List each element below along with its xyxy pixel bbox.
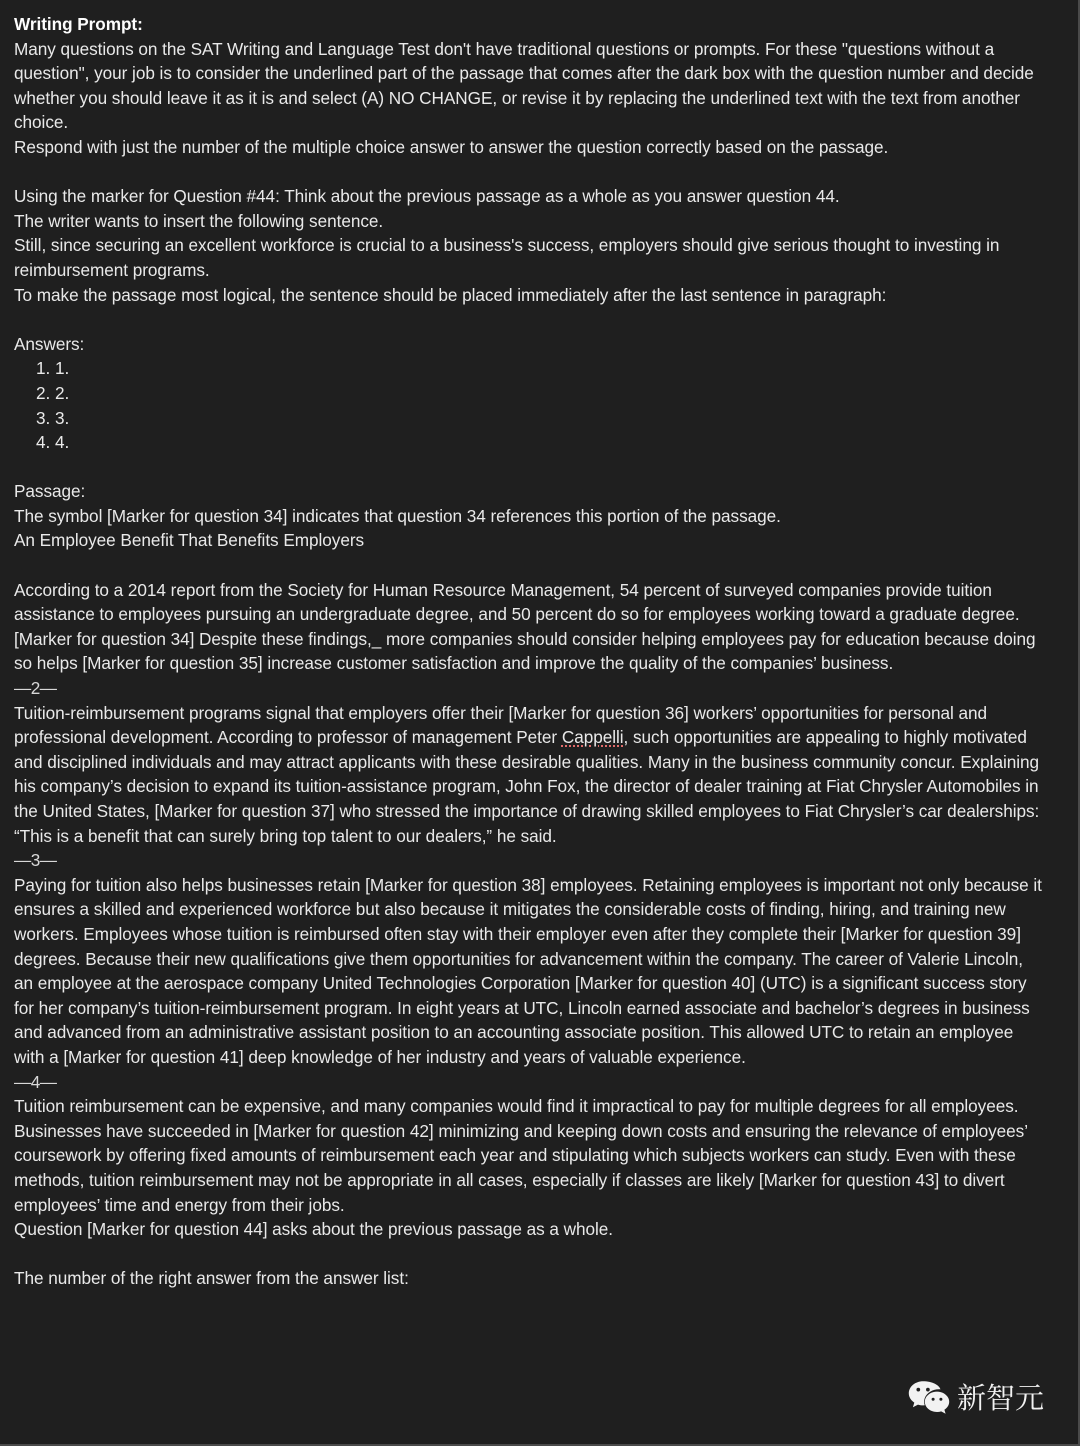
paragraph-separator-2: —2— [14,678,57,699]
question-task-line: To make the passage most logical, the sentence should be placed immediately after the last sentence in paragraph: [14,284,887,305]
spacer [14,160,1042,185]
list-item[interactable]: 2. 2. [55,381,1042,406]
passage-paragraph-1: According to a 2014 report from the Society for Human Resource Management, 54 percent of surveyed companies provide tuition assistance to employees pursuing an undergraduate degree, and 50 percent do so for employees working toward a graduate degree. [Marker for question 34] Despite these findings,_ more companies should consider helping employees pay for education because doing so helps [Marker for question 35] increase customer satisfaction and improve the quality of the companies’ business. [14,579,1036,674]
wechat-icon [908,1380,950,1416]
answers-list [14,356,1042,454]
writing-prompt-body: Many questions on the SAT Writing and Language Test don't have traditional questions or prompts. For these "questions without a question", your job is to consider the underlined part of the passage that comes after the dark box with the question number and decide whether you should leave it as it is and select (A) NO CHANGE, or revise it by replacing the underlined text with the text from another choice. [14,38,1034,133]
passage-paragraph-2 [14,701,1042,849]
question-inserted-sentence: Still, since securing an excellent workforce is crucial to a business's success, employers should give serious thought to investing in reimbursement programs. [14,235,1000,280]
spacer [14,307,1042,332]
list-item[interactable]: 1. 1. [55,356,1042,381]
writing-prompt-heading: Writing Prompt: [14,14,143,34]
watermark-text: 新智元 [956,1380,1044,1415]
spacer [14,455,1042,480]
answers-label: Answers: [14,333,85,354]
writing-prompt-respond-note: Respond with just the number of the multiple choice answer to answer the question correctly based on the passage. [14,136,889,157]
spellcheck-misspelled-word: Cappelli [561,727,624,748]
passage-label: Passage: [14,481,86,502]
passage-paragraph-2-part-a: Tuition-reimbursement programs signal that employers offer their [Marker for question 36] workers’ opportunities for personal and professional development. According to professor of management Peter [14,702,988,748]
passage-title: An Employee Benefit That Benefits Employers [14,530,365,551]
passage-paragraph-4: Tuition reimbursement can be expensive, and many companies would find it impractical to pay for multiple degrees for all employees. Businesses have succeeded in [Marker for question 42] minimizing and keeping down costs and ensuring the relevance of employees’ coursework by offering fixed amounts of reimbursement each year and stipulating which subjects workers can study. Even with these methods, tuition reimbursement may not be appropriate in all cases, especially if classes are likely [Marker for question 43] to divert employees’ time and energy from their jobs. [14,1096,1028,1215]
spacer [14,553,1042,578]
watermark [908,1380,1044,1416]
question-instruction-line: The writer wants to insert the following sentence. [14,210,384,231]
passage-paragraph-3: Paying for tuition also helps businesses retain [Marker for question 38] employees. Retaining employees is important not only because it ensures a skilled and experienced workforce but also because it mitigates the considerable costs of finding, hiring, and training new workers. Employees whose tuition is reimbursed often stay with their employer even after they complete their [Marker for question 39] degrees. Because their new qualifications give them opportunities for advancement within the company. The career of Valerie Lincoln, an employee at the aerospace company United Technologies Corporation [Marker for question 40] (UTC) is a significant success story for her company’s tuition-reimbursement program. In eight years at UTC, Lincoln earned associate and bachelor’s degrees in business and advanced from an administrative assistant position to an accounting associate position. This allowed UTC to retain an employee with a [Marker for question 41] deep knowledge of her industry and years of valuable experience. [14,874,1042,1067]
paragraph-separator-4: —4— [14,1071,57,1092]
passage-final-question-line: Question [Marker for question 44] asks about the previous passage as a whole. [14,1219,614,1240]
question-marker-line: Using the marker for Question #44: Think about the previous passage as a whole as you answer question 44. [14,186,840,207]
passage-paragraph-2-part-b: , such opportunities are appealing to highly motivated and disciplined individuals and may attract applicants with these desirable qualities. Many in the business community concur. Explaining his company’s decision to expand its tuition-assistance program, John Fox, the director of dealer training at Fiat Chrysler Automobiles in the United States, [Marker for question 37] who stressed the importance of drawing skilled employees to Fiat Chrysler’s car dealerships: “This is a benefit that can surely bring top talent to our dealers,” he said. [14,727,1040,846]
answer-request-line: The number of the right answer from the answer list: [14,1268,409,1289]
list-item[interactable]: 4. 4. [55,430,1042,455]
passage-symbol-note: The symbol [Marker for question 34] indicates that question 34 references this portion of the passage. [14,505,781,526]
spacer [14,1242,1042,1267]
list-item[interactable]: 3. 3. [55,406,1042,431]
paragraph-separator-3: —3— [14,850,57,871]
